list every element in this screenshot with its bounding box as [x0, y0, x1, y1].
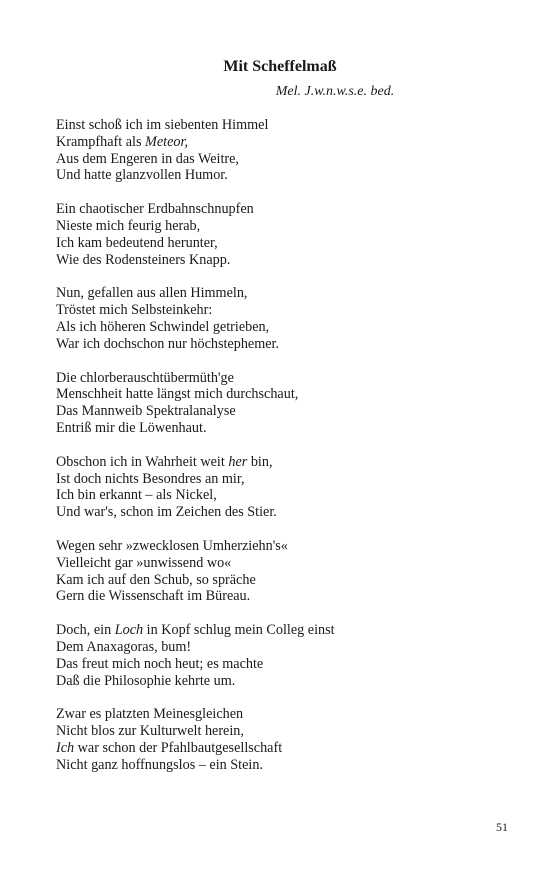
stanza: [56, 622, 506, 689]
line-text: bin,: [247, 453, 273, 470]
poem-body: [56, 117, 506, 791]
page-number: 51: [496, 820, 508, 834]
line-text: Doch, ein: [56, 622, 115, 639]
stanza: [56, 117, 506, 184]
line-text: Ist doch nichts Besondres an mir,: [56, 470, 245, 487]
line-text: Daß die Philosophie kehrte um.: [56, 672, 236, 689]
poem-line: [56, 706, 506, 723]
stanza: [56, 285, 506, 352]
poem-line: [56, 656, 506, 673]
italic-text: Loch: [114, 622, 144, 639]
line-text: Entriß mir die Löwenhaut.: [56, 419, 207, 436]
poem-line: [56, 386, 506, 403]
line-text: War ich dochschon nur höchstephemer.: [56, 335, 280, 352]
line-text: Nun, gefallen aus allen Himmeln,: [56, 285, 248, 302]
line-text: Kam ich auf den Schub, so spräche: [56, 571, 256, 588]
line-text: Als ich höheren Schwindel getrieben,: [56, 318, 270, 335]
poem-line: [56, 167, 506, 184]
poem-line: [56, 117, 506, 134]
line-text: Menschheit hatte längst mich durchschaut,: [56, 386, 299, 403]
poem-line: [56, 471, 506, 488]
line-text: Wegen sehr »zwecklosen Umherziehn's«: [56, 537, 288, 554]
line-text: Nieste mich feurig herab,: [56, 217, 201, 234]
poem-line: [56, 302, 506, 319]
stanza: [56, 454, 506, 521]
line-text: war schon der Pfahlbautgesellschaft: [74, 739, 283, 756]
line-text: Das freut mich noch heut; es machte: [56, 655, 264, 672]
line-text: Und hatte glanzvollen Humor.: [56, 167, 228, 184]
line-text: Aus dem Engeren in das Weitre,: [56, 150, 239, 167]
line-text: Einst schoß ich im siebenten Himmel: [56, 117, 269, 133]
poem-line: [56, 454, 506, 471]
poem-line: [56, 588, 506, 605]
stanza: [56, 370, 506, 437]
line-text: Nicht blos zur Kulturwelt herein,: [56, 723, 244, 740]
poem-line: [56, 285, 506, 302]
poem-line: [56, 319, 506, 336]
line-text: Und war's, schon im Zeichen des Stier.: [56, 504, 277, 521]
poem-line: [56, 622, 506, 639]
line-text: Das Mannweib Spektralanalyse: [56, 403, 236, 420]
poem-line: [56, 370, 506, 387]
line-text: Ich bin erkannt – als Nickel,: [56, 487, 217, 504]
line-text: Obschon ich in Wahrheit weit: [56, 453, 229, 470]
poem-line: [56, 201, 506, 218]
stanza: [56, 538, 506, 605]
poem-line: [56, 151, 506, 168]
line-text: Dem Anaxagoras, bum!: [56, 638, 192, 655]
poem-line: [56, 572, 506, 589]
poem-line: [56, 134, 506, 151]
italic-text: Ich: [56, 739, 75, 756]
poem-line: [56, 218, 506, 235]
line-text: Ich kam bedeutend herunter,: [56, 234, 218, 251]
poem-subtitle: Mel. J.w.n.w.s.e. bed.: [275, 84, 395, 99]
poem-line: [56, 403, 506, 420]
line-text: Krampfhaft als: [56, 133, 146, 150]
poem-line: [56, 538, 506, 555]
line-text: Vielleicht gar »unwissend wo«: [56, 554, 232, 571]
poem-line: [56, 555, 506, 572]
line-text: Wie des Rodensteiners Knapp.: [56, 251, 231, 268]
italic-text: her: [228, 453, 248, 470]
stanza: [56, 706, 506, 773]
poem-line: [56, 487, 506, 504]
poem-line: [56, 757, 506, 774]
line-text: Gern die Wissenschaft im Büreau.: [56, 588, 251, 605]
line-text: in Kopf schlug mein Colleg einst: [143, 622, 335, 639]
stanza: [56, 201, 506, 268]
poem-line: [56, 420, 506, 437]
italic-text: Meteor,: [145, 133, 188, 150]
line-text: Nicht ganz hoffnungslos – ein Stein.: [56, 756, 264, 773]
poem-line: [56, 235, 506, 252]
poem-line: [56, 673, 506, 690]
poem-line: [56, 723, 506, 740]
line-text: Zwar es platzten Meinesgleichen: [56, 706, 244, 723]
poem-line: [56, 504, 506, 521]
line-text: Ein chaotischer Erdbahnschnupfen: [56, 201, 254, 218]
line-text: Die chlorberauschtübermüth'ge: [56, 369, 234, 386]
poem-line: [56, 336, 506, 353]
poem-line: [56, 639, 506, 656]
poem-title: Mit Scheffelmaß: [223, 58, 337, 75]
line-text: Tröstet mich Selbsteinkehr:: [56, 302, 213, 319]
poem-line: [56, 740, 506, 757]
poem-line: [56, 252, 506, 269]
